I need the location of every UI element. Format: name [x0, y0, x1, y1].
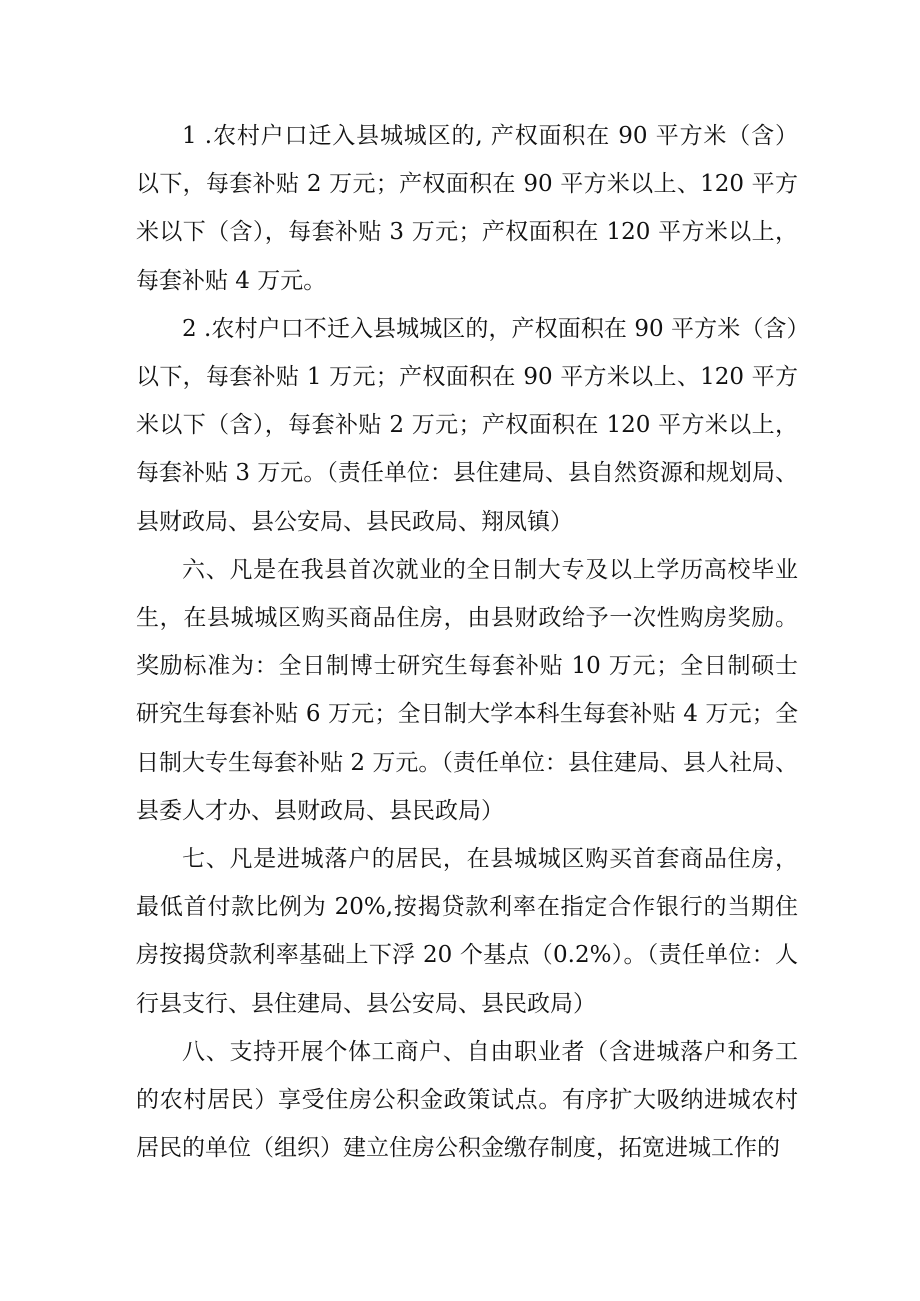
paragraph-subsidy-rural-hukou-moved: 1 .农村户口迁入县城城区的, 产权面积在 90 平方米（含）以下，每套补贴 2 万元；产权面积在 90 平方米以上、120 平方米以下（含），每套补贴 3 万元；产权面积在 120 平方米以上，每套补贴 4 万元。 [136, 123, 798, 294]
paragraph-graduate-housing-reward: 六、凡是在我县首次就业的全日制大专及以上学历高校毕业生，在县城城区购买商品住房，由县财政给予一次性购房奖励。奖励标准为：全日制博士研究生每套补贴 10 万元；全日制硕士研究生每套补贴 6 万元；全日制大学本科生每套补贴 4 万元；全日制大专生每套补贴 2 万元。（责任单位：县住建局、县人社局、县委人才办、县财政局、县民政局） [136, 556, 798, 824]
document-body [136, 112, 798, 1172]
paragraph-subsidy-rural-hukou-not-moved: 2 .农村户口不迁入县城城区的，产权面积在 90 平方米（含）以下，每套补贴 1 万元；产权面积在 90 平方米以上、120 平方米以下（含），每套补贴 2 万元；产权面积在 120 平方米以上，每套补贴 3 万元。（责任单位：县住建局、县自然资源和规划局、县财政局、县公安局、县民政局、翔凤镇） [136, 315, 798, 535]
paragraph-down-payment-policy: 七、凡是进城落户的居民，在县城城区购买首套商品住房，最低首付款比例为 20%,按揭贷款利率在指定合作银行的当期住房按揭贷款利率基础上下浮 20 个基点（0.2%）。（责任单位：人行县支行、县住建局、县公安局、县民政局） [136, 846, 798, 1017]
paragraph-housing-fund-pilot: 八、支持开展个体工商户、自由职业者（含进城落户和务工的农村居民）享受住房公积金政策试点。有序扩大吸纳进城农村居民的单位（组织）建立住房公积金缴存制度，拓宽进城工作的 [136, 1038, 798, 1162]
